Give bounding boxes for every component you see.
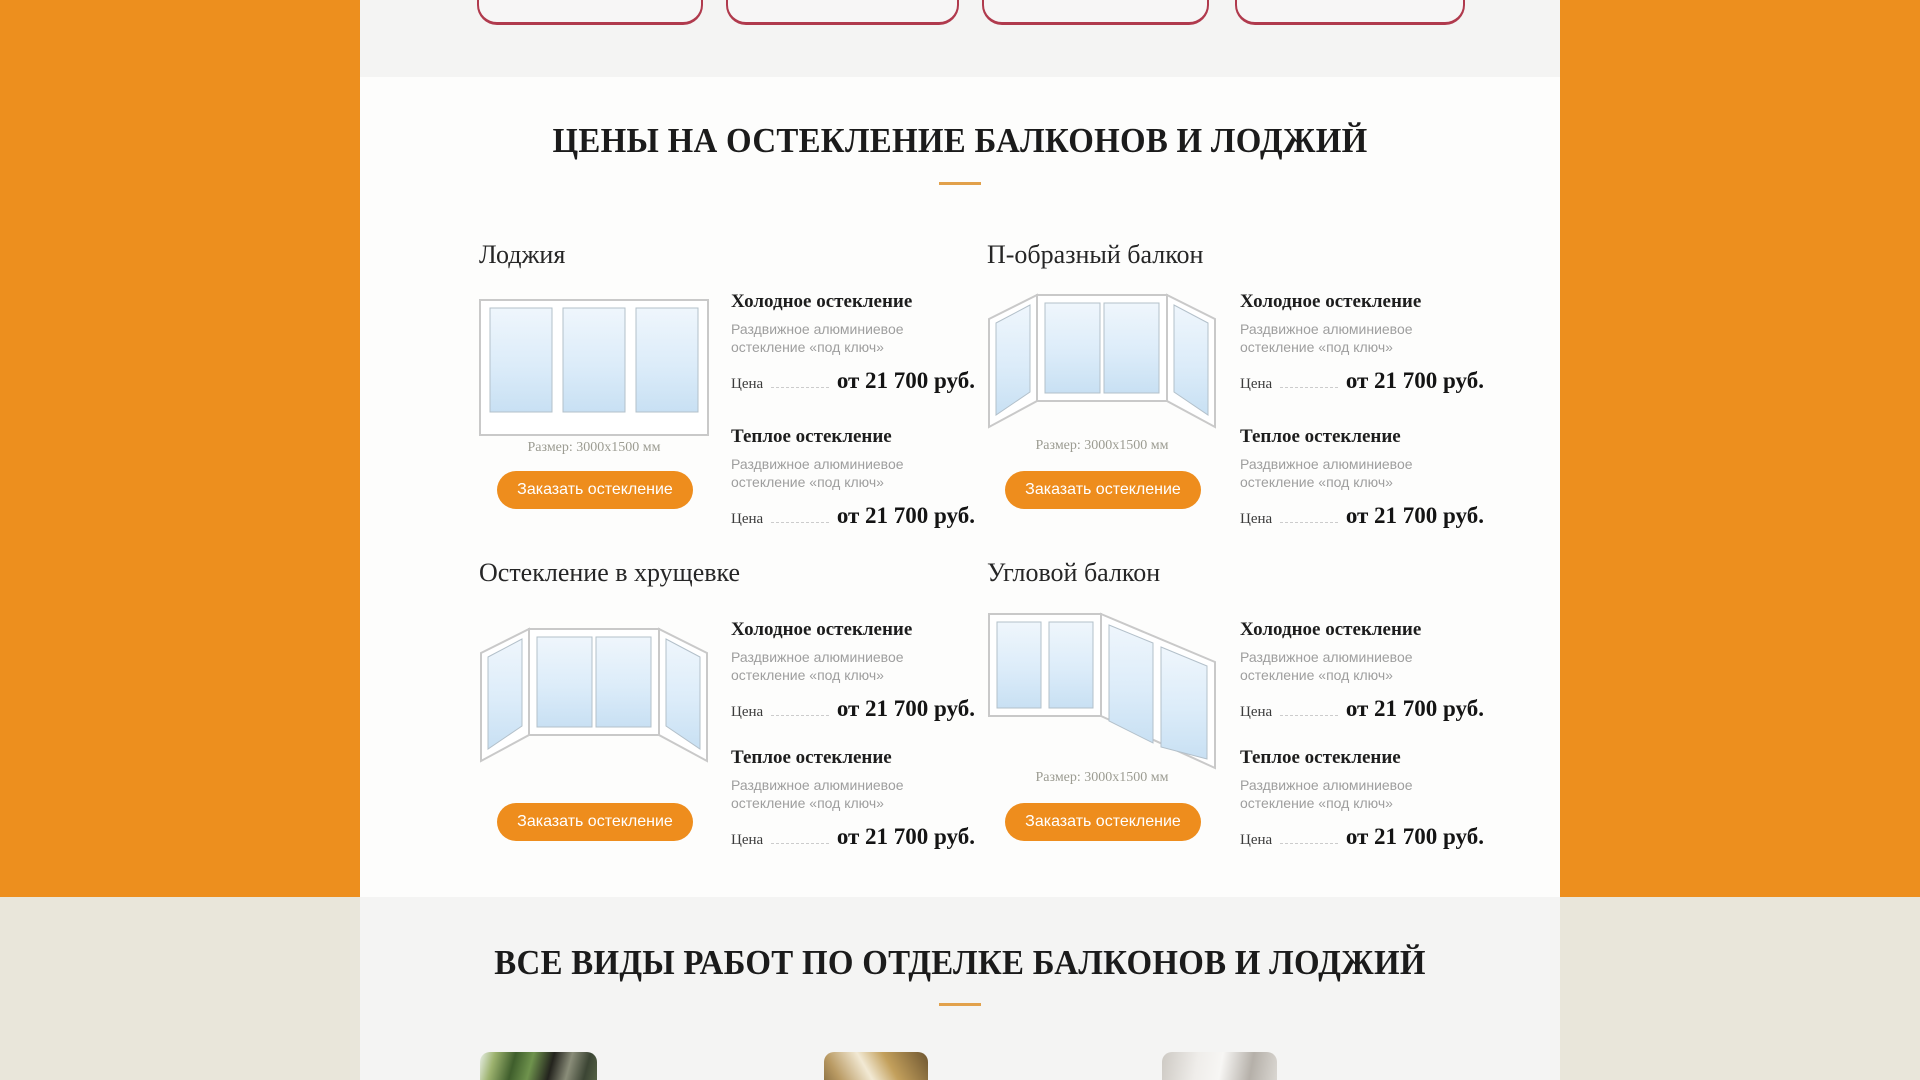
price-row [731, 696, 975, 722]
offer-description: Раздвижное алюминиевое остекление «под ключ» [731, 649, 904, 683]
price-value: от 21 700 руб. [1345, 824, 1484, 849]
top-pill-button-3[interactable] [982, 0, 1209, 25]
offer-cold-glazing [1240, 618, 1484, 722]
size-caption: Размер: 3000х1500 мм [527, 440, 661, 455]
orange-divider [939, 1003, 981, 1006]
offer-description: Раздвижное алюминиевое остекление «под ключ» [731, 456, 904, 490]
offer-warm-glazing [731, 425, 975, 529]
offer-name: Теплое остекление [731, 747, 892, 768]
right-orange-band [1560, 0, 1920, 897]
price-row [1240, 503, 1484, 529]
offer-description: Раздвижное алюминиевое остекление «под ключ» [731, 321, 904, 355]
price-leader-line [1280, 843, 1338, 844]
price-label: Цена [1240, 832, 1273, 848]
order-glazing-button[interactable]: Заказать остекление [1005, 803, 1201, 841]
top-pill-button-1[interactable] [477, 0, 703, 25]
offer-cold-glazing [731, 618, 975, 722]
order-glazing-button[interactable]: Заказать остекление [497, 471, 693, 509]
offer-name: Теплое остекление [1240, 426, 1401, 447]
price-label: Цена [1240, 704, 1273, 720]
price-leader-line [771, 715, 829, 716]
size-caption: Размер: 3000х1500 мм [1035, 438, 1169, 453]
price-value: от 21 700 руб. [836, 824, 975, 849]
price-leader-line [771, 387, 829, 388]
price-value: от 21 700 руб. [1345, 503, 1484, 528]
price-value: от 21 700 руб. [836, 696, 975, 721]
card-title-loggia: Лоджия [479, 240, 566, 269]
light-interior-photo[interactable] [1162, 1052, 1277, 1080]
price-leader-line [771, 843, 829, 844]
offer-warm-glazing [1240, 746, 1484, 850]
offer-warm-glazing [731, 746, 975, 850]
order-glazing-button[interactable]: Заказать остекление [1005, 471, 1201, 509]
offer-cold-glazing [731, 290, 975, 394]
price-row [731, 824, 975, 850]
corner-window-illustration [987, 610, 1217, 770]
price-row [1240, 696, 1484, 722]
works-section-heading: ВСЕ ВИДЫ РАБОТ ПО ОТДЕЛКЕ БАЛКОНОВ И ЛОДЖИЙ [494, 943, 1426, 982]
price-label: Цена [731, 376, 764, 392]
khrushchevka-window-illustration [479, 625, 709, 765]
price-value: от 21 700 руб. [1345, 696, 1484, 721]
offer-description: Раздвижное алюминиевое остекление «под ключ» [731, 777, 904, 811]
prices-section-heading: ЦЕНЫ НА ОСТЕКЛЕНИЕ БАЛКОНОВ И ЛОДЖИЙ [552, 121, 1368, 160]
top-pill-button-2[interactable] [726, 0, 959, 25]
top-pill-button-4[interactable] [1235, 0, 1465, 25]
offer-name: Холодное остекление [731, 619, 913, 640]
price-row [731, 368, 975, 394]
price-leader-line [1280, 715, 1338, 716]
price-label: Цена [731, 832, 764, 848]
gold-wood-panels-photo[interactable] [824, 1052, 928, 1080]
works-section [360, 897, 1560, 1080]
price-row [1240, 368, 1484, 394]
offer-description: Раздвижное алюминиевое остекление «под ключ» [1240, 777, 1413, 811]
offer-name: Теплое остекление [731, 426, 892, 447]
offer-description: Раздвижное алюминиевое остекление «под ключ» [1240, 456, 1413, 490]
offer-name: Холодное остекление [1240, 619, 1422, 640]
u-shaped-window-illustration [987, 291, 1217, 431]
order-glazing-button[interactable]: Заказать остекление [497, 803, 693, 841]
card-title-corner-balcony: Угловой балкон [987, 558, 1161, 587]
price-label: Цена [1240, 376, 1273, 392]
price-value: от 21 700 руб. [1345, 368, 1484, 393]
price-label: Цена [1240, 511, 1273, 527]
price-label: Цена [731, 511, 764, 527]
size-caption: Размер: 3000х1500 мм [1035, 770, 1169, 785]
price-leader-line [1280, 522, 1338, 523]
price-value: от 21 700 руб. [836, 368, 975, 393]
price-leader-line [771, 522, 829, 523]
offer-name: Холодное остекление [731, 291, 913, 312]
balcony-greenery-photo[interactable] [480, 1052, 597, 1080]
loggia-window-illustration [479, 299, 709, 436]
orange-divider [939, 182, 981, 185]
offer-warm-glazing [1240, 425, 1484, 529]
top-nav-strip [360, 0, 1560, 77]
price-row [1240, 824, 1484, 850]
left-orange-band [0, 0, 360, 897]
card-title-u-shaped-balcony: П-образный балкон [987, 240, 1204, 269]
card-title-khrushchevka-glazing: Остекление в хрущевке [479, 558, 741, 587]
prices-section [360, 77, 1560, 897]
offer-name: Теплое остекление [1240, 747, 1401, 768]
price-label: Цена [731, 704, 764, 720]
offer-description: Раздвижное алюминиевое остекление «под ключ» [1240, 321, 1413, 355]
price-row [731, 503, 975, 529]
offer-description: Раздвижное алюминиевое остекление «под ключ» [1240, 649, 1413, 683]
price-value: от 21 700 руб. [836, 503, 975, 528]
offer-name: Холодное остекление [1240, 291, 1422, 312]
price-leader-line [1280, 387, 1338, 388]
offer-cold-glazing [1240, 290, 1484, 394]
